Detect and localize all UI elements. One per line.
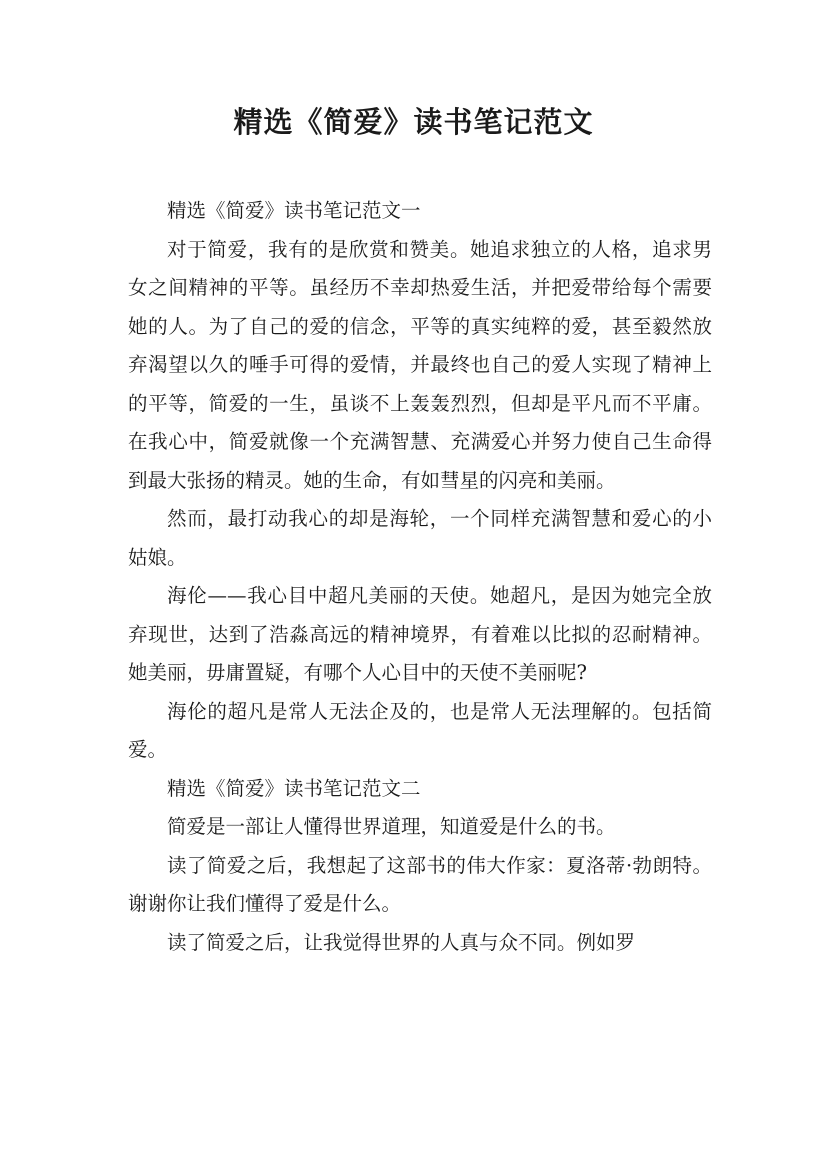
document-title: 精选《简爱》读书笔记范文 — [233, 105, 594, 139]
paragraph: 读了简爱之后，让我觉得世界的人真与众不同。例如罗 — [167, 930, 636, 954]
paragraph: 海伦的超凡是常人无法企及的，也是常人无法理解的。包括简爱。 — [128, 699, 712, 761]
paragraph: 简爱是一部让人懂得世界道理，知道爱是什么的书。 — [167, 815, 616, 838]
paragraph: 读了简爱之后，我想起了这部书的伟大作家：夏洛蒂·勃朗特。谢谢你让我们懂得了爱是什么。 — [128, 853, 712, 915]
paragraph: 然而，最打动我心的却是海轮，一个同样充满智慧和爱心的小姑娘。 — [128, 507, 712, 569]
section-heading-1: 精选《简爱》读书笔记范文一 — [167, 199, 421, 222]
section-heading-2: 精选《简爱》读书笔记范文二 — [167, 776, 421, 800]
document-body — [128, 192, 712, 962]
paragraph: 对于简爱，我有的是欣赏和赞美。她追求独立的人格，追求男女之间精神的平等。虽经历不幸却热爱生活，并把爱带给每个需要她的人。为了自己的爱的信念，平等的真实纯粹的爱，甚至毅然放弃渴望以久的唾手可得的爱情，并最终也自己的爱人实现了精神上的平等，简爱的一生，虽谈不上轰轰烈烈，但却是平凡而不平庸。在我心中，简爱就像一个充满智慧、充满爱心并努力使自己生命得到最大张扬的精灵。她的生命，有如彗星的闪亮和美丽。 — [128, 237, 712, 492]
paragraph: 海伦——我心目中超凡美丽的天使。她超凡，是因为她完全放弃现世，达到了浩淼高远的精神境界，有着难以比拟的忍耐精神。她美丽，毋庸置疑，有哪个人心目中的天使不美丽呢? — [128, 584, 712, 684]
